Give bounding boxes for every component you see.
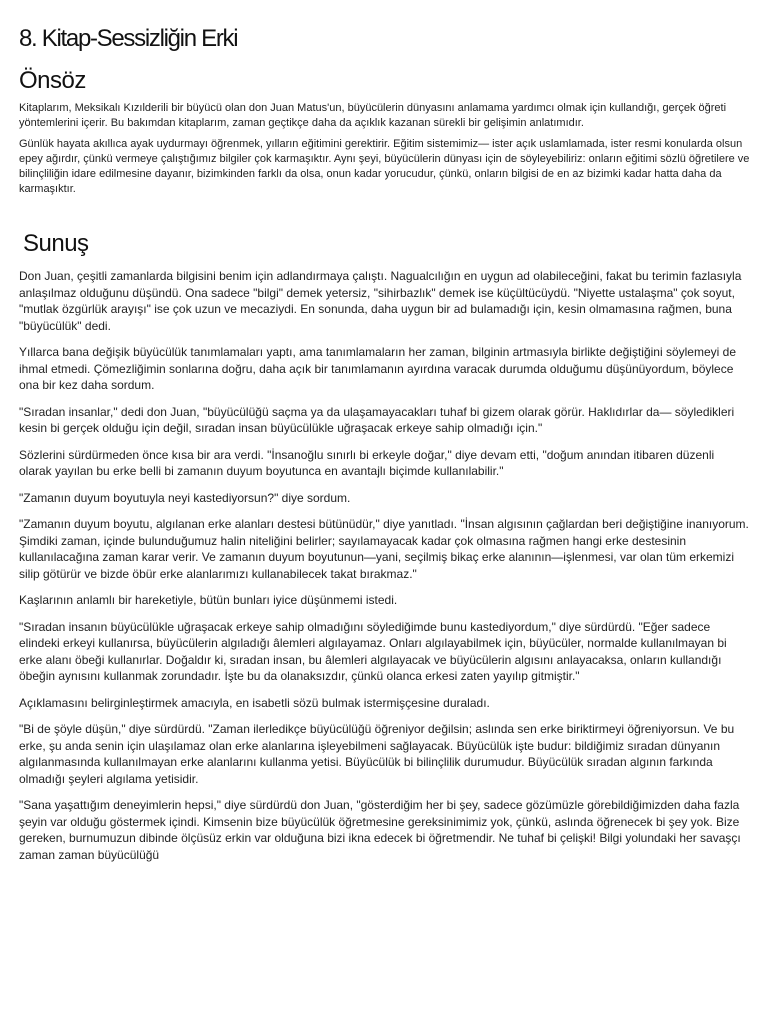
sunus-paragraph-5: "Zamanın duyum boyutuyla neyi kastediyorsun?" diye sordum. bbox=[19, 490, 351, 505]
sunus-paragraph-4: Sözlerini sürdürmeden önce kısa bir ara verdi. "İnsanoğlu sınırlı bi erkeyle doğar," diye devam etti, "doğum anından itibaren düzenli olarak yayılan bu erke belli bi zamanın duyum boyutunca en avantajlı biçimde kullanılabilir." bbox=[19, 447, 715, 478]
document-page bbox=[19, 0, 750, 873]
sunus-paragraph-6: "Zamanın duyum boyutu, algılanan erke alanları destesi bütünüdür," diye yanıtladı. "İnsan algısının çağlardan beri değiştiğine inanıyorum. Şimdiki zaman, içinde bulunduğumuz halin niteliğini belirler; sayılamayacak kadar çok olmasına rağmen hangi erke destesinin kullanılacağına zaman karar verir. Ve zamanın duyum boyutunun—yani, seçilmiş bikaç erke alanının—işlenmesi, var olan tüm erkemizi silip götürür ve bizde öbür erke alanlarımızı kullanabilecek takat bırakmaz." bbox=[19, 517, 749, 581]
onsoz-section bbox=[19, 101, 750, 197]
sunus-paragraph-3: "Sıradan insanlar," dedi don Juan, "büyücülüğü saçma ya da ulaşamayacakları tuhaf bi gizem olarak görür. Haklıdırlar da— söyledikleri kesin bi gerçek olduğu için değil, sıradan insan büyücülükle uğraşacak erkeye sahip olmadığı için." bbox=[19, 404, 735, 435]
sunus-paragraph-11: "Sana yaşattığım deneyimlerin hepsi," diye sürdürdü don Juan, "gösterdiğim her bi şey, sadece gözümüzle görebildiğimizden daha fazla şeyin var olduğu göstermek içindi. Kimsenin bize büyücülük öğretmesine gereksinimimiz yok, çünkü, aslında öğrenecek bi şey yok. Bize gereken, burnumuzun dibinde ölçüsüz erkin var olduğuna bizi ikna edecek bi öğretmendir. Ne tuhaf bi çelişki! Bilgi yolundaki her savaşçı zaman zaman büyücülüğü bbox=[19, 798, 741, 862]
section-heading-onsoz: Önsöz bbox=[19, 67, 86, 94]
onsoz-paragraph-2: Günlük hayata akıllıca ayak uydurmayı öğrenmek, yılların eğitimini gerektirir. Eğitim sistemimiz— ister açık uslamlamada, ister resmi konularda olsun epey ağırdır, çünkü vermeye çalıştığımız bilgiler çok karmaşıktır. Aynı şeyi, büyücülerin dünyası için de söyleyebiliriz: onların eğitimi sözlü öğretilere ve bilinçliliğin idare edilmesine dayanır, bizimkinden farklı da olsa, onun kadar yorucudur, çünkü, onların bilgisi de en az bizimki kadar hatta daha da karmaşıktır. bbox=[19, 138, 750, 195]
sunus-paragraph-10: "Bi de şöyle düşün," diye sürdürdü. "Zaman ilerledikçe büyücülüğü öğreniyor değilsin; aslında sen erke biriktirmeyi öğreniyorsun. Ve bu erke, şu anda senin için ulaşılamaz olan erke alanlarına işleyebilmeni sağlayacak. Büyücülük işte budur: bildiğimiz sıradan dünyanın algılanmasında kullanılmayan erke alanlarını kullanma yetisi. Büyücülük bi bilinçlilik durumudur. Büyücülük sıradan algının farkında olmadığı şeyleri algılama yetisidir. bbox=[19, 722, 735, 786]
sunus-paragraph-2: Yıllarca bana değişik büyücülük tanımlamaları yaptı, ama tanımlamaların her zaman, bilginin artmasıyla birlikte değiştiğini söylemeyi de ihmal etmedi. Çömezliğimin sonlarına doğru, daha açık bir tanımlamanın ayırdına varacak durumda olduğumu düşünüyordum, böylece ona bir kez daha sordum. bbox=[19, 345, 736, 392]
sunus-section bbox=[19, 268, 750, 863]
sunus-paragraph-9: Açıklamasını belirginleştirmek amacıyla, en isabetli sözü bulmak istermişçesine duraladı. bbox=[19, 695, 490, 710]
onsoz-paragraph-1: Kitaplarım, Meksikalı Kızılderili bir büyücü olan don Juan Matus'un, büyücülerin dünyasını anlamama yardımcı olmak için kullandığı, gerçek öğreti yöntemlerini içerir. Bu bakımdan kitaplarım, zaman geçtikçe daha da açıklık kazanan sürekli bir gelişimin anlatımıdır. bbox=[19, 102, 727, 129]
sunus-paragraph-8: "Sıradan insanın büyücülükle uğraşacak erkeye sahip olmadığını söylediğimde bunu kastediyordum," diye sürdürdü. "Eğer sadece elindeki erkeyi kullanırsa, büyücülerin algıladığı âlemleri algılayamaz. Onları algılayabilmek için, büyücüler, normalde kullanılmayan bi erke alanı öbeği kullanırlar. Doğaldır ki, sıradan insan, bu âlemleri algılayacak ve büyücülerin algısını anlayacaksa, onların kullandığı öbeğin aynısını kullanmak zorundadır. İşte bu da olanaksızdır, çünkü olanca erkesi zaten yayılıp gitmiştir." bbox=[19, 619, 727, 683]
document-title: 8. Kitap-Sessizliğin Erki bbox=[19, 25, 238, 52]
sunus-paragraph-7: Kaşlarının anlamlı bir hareketiyle, bütün bunları iyice düşünmemi istedi. bbox=[19, 593, 398, 607]
sunus-paragraph-1: Don Juan, çeşitli zamanlarda bilgisini benim için adlandırmaya çalıştı. Nagualcılığın en uygun ad olabileceğini, fakat bu terimin fazlasıyla anlaşılmaz olduğunu düşündü. Ona sadece "bilgi" demek yetersiz, "sihirbazlık" demek ise küçültücüydü. "Niyette ustalaşma" çok soyut, "mutlak özgürlük arayışı" ise çok uzun ve mecaziydi. En sonunda, daha uygun bir ad bulamadığı için, kesin olmamasına rağmen, buna "büyücülük" dedi. bbox=[19, 269, 742, 333]
section-heading-sunus: Sunuş bbox=[23, 230, 89, 257]
